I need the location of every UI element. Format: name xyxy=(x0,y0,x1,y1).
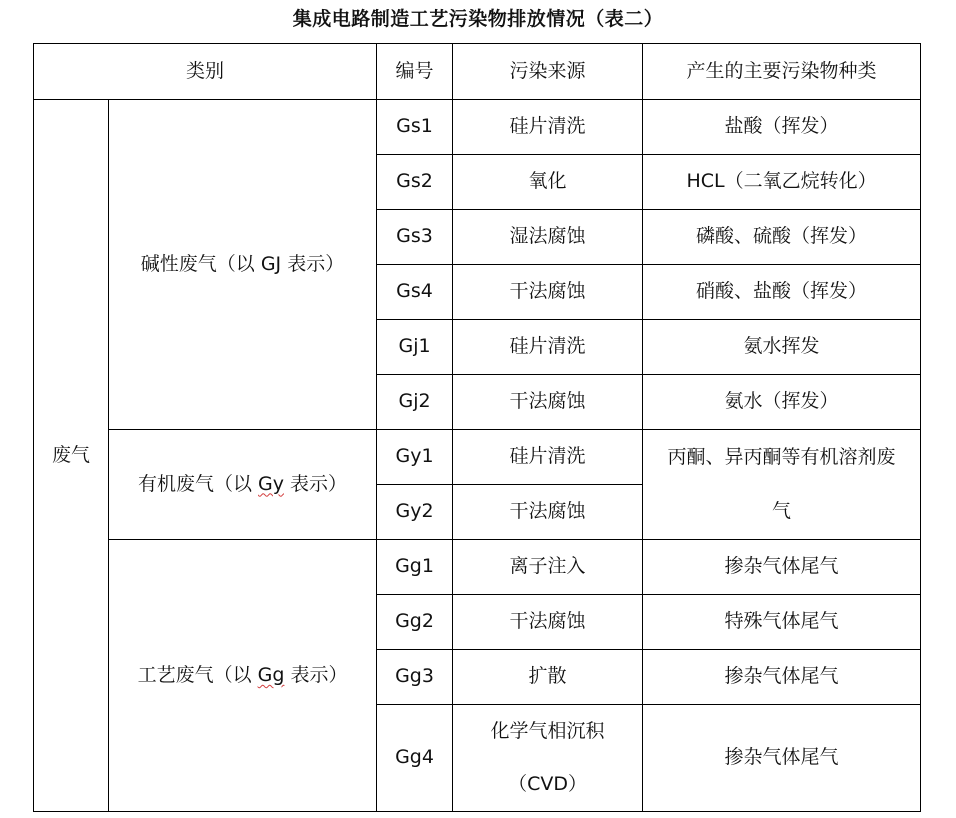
table-row xyxy=(34,540,921,595)
code-cell: Gy1 xyxy=(377,430,453,485)
subcategory-process-prefix: 工艺废气（以 xyxy=(137,663,258,686)
source-cell: 硅片清洗 xyxy=(453,430,643,485)
code-cell: Gs1 xyxy=(377,100,453,155)
pollutant-cell: 硝酸、盐酸（挥发） xyxy=(643,265,921,320)
code-cell: Gs2 xyxy=(377,155,453,210)
source-cell: 硅片清洗 xyxy=(453,100,643,155)
pollutant-cell: HCL（二氧乙烷转化） xyxy=(643,155,921,210)
header-row xyxy=(34,44,921,100)
pollutant-cell: 特殊气体尾气 xyxy=(643,595,921,650)
code-cell: Gg2 xyxy=(377,595,453,650)
source-line2: （CVD） xyxy=(508,773,587,796)
pollutant-cell: 磷酸、硫酸（挥发） xyxy=(643,210,921,265)
header-code: 编号 xyxy=(377,44,453,100)
source-cell: 干法腐蚀 xyxy=(453,375,643,430)
code-cell: Gs4 xyxy=(377,265,453,320)
subcategory-organic xyxy=(109,430,377,540)
code-cell: Gs3 xyxy=(377,210,453,265)
source-cell: 湿法腐蚀 xyxy=(453,210,643,265)
subcategory-process-mark: Gg xyxy=(257,663,285,686)
code-cell: Gg4 xyxy=(377,705,453,812)
pollutant-cell: 掺杂气体尾气 xyxy=(643,540,921,595)
subcategory-process-suffix: 表示） xyxy=(284,663,348,686)
pollutant-cell-organic xyxy=(643,430,921,540)
pollutant-organic-line2: 气 xyxy=(772,499,792,522)
code-cell: Gg3 xyxy=(377,650,453,705)
pollutant-cell: 氨水挥发 xyxy=(643,320,921,375)
source-cell xyxy=(453,705,643,812)
header-source: 污染来源 xyxy=(453,44,643,100)
pollutant-cell: 盐酸（挥发） xyxy=(643,100,921,155)
code-cell: Gg1 xyxy=(377,540,453,595)
code-cell: Gy2 xyxy=(377,485,453,540)
header-pollutants: 产生的主要污染物种类 xyxy=(643,44,921,100)
code-cell: Gj2 xyxy=(377,375,453,430)
pollutant-cell: 掺杂气体尾气 xyxy=(643,705,921,812)
main-category-cell: 废气 xyxy=(34,100,109,812)
source-cell: 干法腐蚀 xyxy=(453,265,643,320)
emission-table xyxy=(33,43,921,812)
subcategory-process xyxy=(109,540,377,812)
source-line1: 化学气相沉积 xyxy=(490,720,605,742)
source-cell: 硅片清洗 xyxy=(453,320,643,375)
code-cell: Gj1 xyxy=(377,320,453,375)
pollutant-cell: 氨水（挥发） xyxy=(643,375,921,430)
pollutant-cell: 掺杂气体尾气 xyxy=(643,650,921,705)
subcategory-organic-prefix: 有机废气（以 xyxy=(137,472,259,495)
subcategory-organic-suffix: 表示） xyxy=(283,472,348,495)
source-cell: 干法腐蚀 xyxy=(453,595,643,650)
source-cell: 离子注入 xyxy=(453,540,643,595)
source-cell: 干法腐蚀 xyxy=(453,485,643,540)
subcategory-alkaline: 碱性废气（以 GJ 表示） xyxy=(109,100,377,430)
table-title: 集成电路制造工艺污染物排放情况（表二） xyxy=(292,8,664,30)
source-cell: 氧化 xyxy=(453,155,643,210)
source-cell: 扩散 xyxy=(453,650,643,705)
table-row xyxy=(34,430,921,485)
pollutant-organic-line1: 丙酮、异丙酮等有机溶剂废 xyxy=(667,446,896,469)
header-category: 类别 xyxy=(34,44,377,100)
subcategory-organic-mark: Gy xyxy=(258,472,284,495)
table-row xyxy=(34,100,921,155)
